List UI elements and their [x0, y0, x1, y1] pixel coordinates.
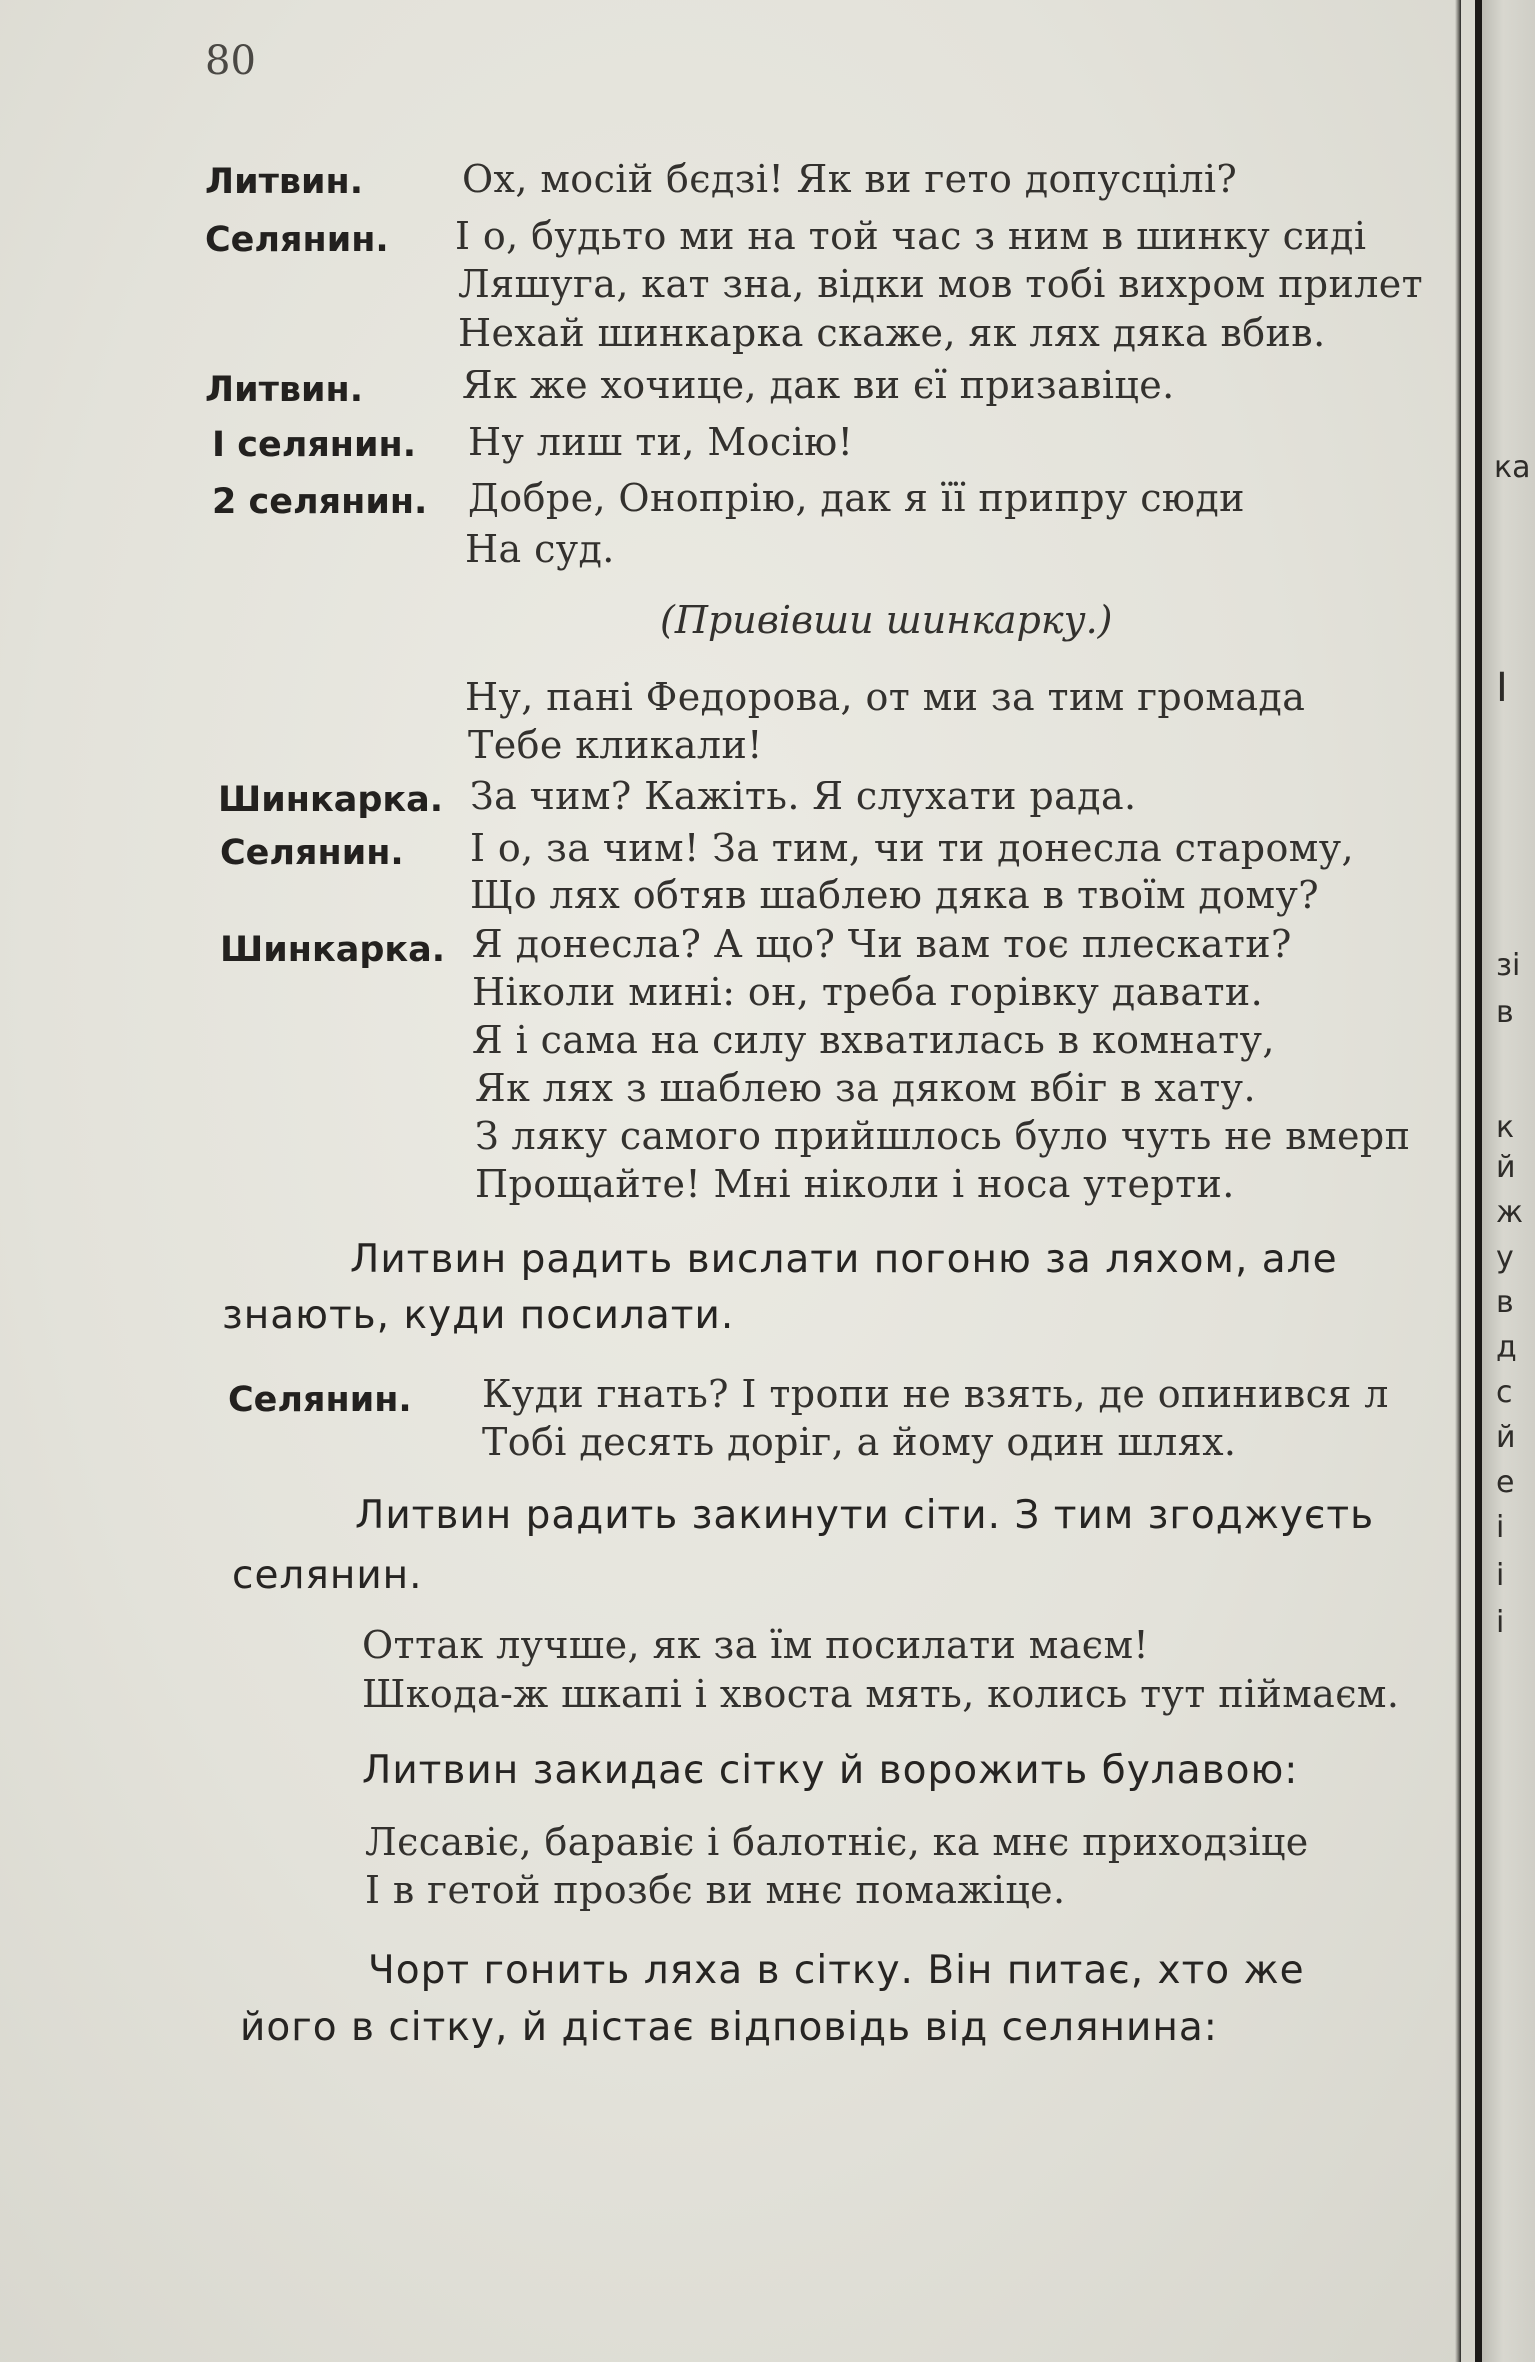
- speaker-label: Селянин.: [220, 833, 404, 873]
- speaker-label: Селянин.: [205, 220, 389, 260]
- next-page-fragment: ка: [1494, 450, 1531, 485]
- verse-line: Ох, мосій бєдзі! Як ви гето допусцілі?: [462, 157, 1238, 201]
- prose-line: знають, куди посилати.: [222, 1293, 735, 1338]
- verse-line: Я донесла? А що? Чи вам тоє плескати?: [472, 922, 1292, 966]
- prose-line: селянин.: [232, 1553, 423, 1598]
- speaker-label: 2 селянин.: [212, 482, 428, 522]
- next-page-fragment: с: [1496, 1375, 1513, 1410]
- page-gutter: [1455, 0, 1461, 2362]
- verse-line: Тебе кликали!: [468, 723, 763, 767]
- verse-line: Нехай шинкарка скаже, як лях дяка вбив.: [458, 311, 1326, 355]
- next-page-fragment: ж: [1496, 1195, 1524, 1230]
- next-page-fragment: к: [1496, 1110, 1515, 1145]
- next-page-fragment: д: [1496, 1330, 1517, 1365]
- verse-line: Як лях з шаблею за дяком вбіг в хату.: [475, 1066, 1256, 1110]
- adjacent-page-edge: [1482, 0, 1535, 2362]
- speaker-label: Селянин.: [228, 1380, 412, 1420]
- next-page-fragment: і: [1496, 1510, 1505, 1545]
- verse-line: Тобі десять доріг, а йому один шлях.: [482, 1420, 1237, 1464]
- verse-line: За чим? Кажіть. Я слухати рада.: [470, 774, 1137, 818]
- next-page-fragment: зі: [1496, 948, 1521, 983]
- verse-line: З ляку самого прийшлось було чуть не вмерп: [475, 1114, 1411, 1158]
- next-page-fragment: в: [1496, 1285, 1514, 1320]
- speaker-label: Литвин.: [205, 162, 364, 202]
- verse-line: Шкода-ж шкапі і хвоста мять, колись тут піймаєм.: [362, 1672, 1400, 1716]
- next-page-fragment: і: [1496, 1558, 1505, 1593]
- next-page-fragment: й: [1496, 1420, 1516, 1455]
- next-page-fragment: І: [1496, 665, 1508, 711]
- next-page-fragment: і: [1496, 1605, 1505, 1640]
- verse-line: Лєсавіє, баравіє і балотніє, ка мнє приходзіце: [365, 1820, 1309, 1864]
- speaker-label: І селянин.: [212, 425, 416, 465]
- prose-line: його в сітку, й дістає відповідь від селянина:: [240, 2005, 1218, 2050]
- speaker-label: Шинкарка.: [218, 780, 444, 820]
- verse-line: Ніколи мині: он, треба горівку давати.: [472, 970, 1264, 1014]
- speaker-label: Шинкарка.: [220, 930, 446, 970]
- verse-line: Прощайте! Мні ніколи і носа утерти.: [475, 1162, 1235, 1206]
- verse-line: І о, за чим! За тим, чи ти донесла старому,: [470, 826, 1354, 870]
- verse-line: І в гетой прозбє ви мнє помажіце.: [365, 1868, 1066, 1912]
- verse-line: І о, будьто ми на той час з ним в шинку сиді: [455, 214, 1367, 258]
- verse-line: Добре, Онопрію, дак я її припру сюди: [468, 476, 1245, 520]
- verse-line: Як же хочице, дак ви єї призавіце.: [462, 363, 1175, 407]
- verse-line: На суд.: [465, 527, 615, 571]
- verse-line: Ну лиш ти, Мосію!: [468, 420, 854, 464]
- prose-line: Чорт гонить ляха в сітку. Він питає, хто же: [368, 1948, 1305, 1993]
- next-page-fragment: е: [1496, 1465, 1515, 1500]
- verse-line: Ляшуга, кат зна, відки мов тобі вихром прилет: [458, 262, 1424, 306]
- verse-line: Що лях обтяв шаблею дяка в твоїм дому?: [470, 873, 1319, 917]
- next-page-fragment: в: [1496, 995, 1514, 1030]
- speaker-label: Литвин.: [205, 370, 364, 410]
- prose-line: Литвин радить закинути сіти. З тим згоджуєть: [355, 1493, 1375, 1538]
- prose-line: Литвин закидає сітку й ворожить булавою:: [362, 1748, 1299, 1793]
- verse-line: Оттак лучше, як за їм посилати маєм!: [362, 1623, 1150, 1667]
- stage-direction: (Привівши шинкарку.): [660, 598, 1113, 642]
- verse-line: Куди гнать? І тропи не взять, де опинився л: [482, 1372, 1389, 1416]
- prose-line: Литвин радить вислати погоню за ляхом, але: [350, 1237, 1338, 1282]
- verse-line: Ну, пані Федорова, от ми за тим громада: [465, 675, 1306, 719]
- verse-line: Я і сама на силу вхватилась в комнату,: [472, 1018, 1275, 1062]
- next-page-fragment: й: [1496, 1150, 1516, 1185]
- next-page-fragment: у: [1496, 1240, 1514, 1275]
- page-number: 80: [205, 38, 256, 84]
